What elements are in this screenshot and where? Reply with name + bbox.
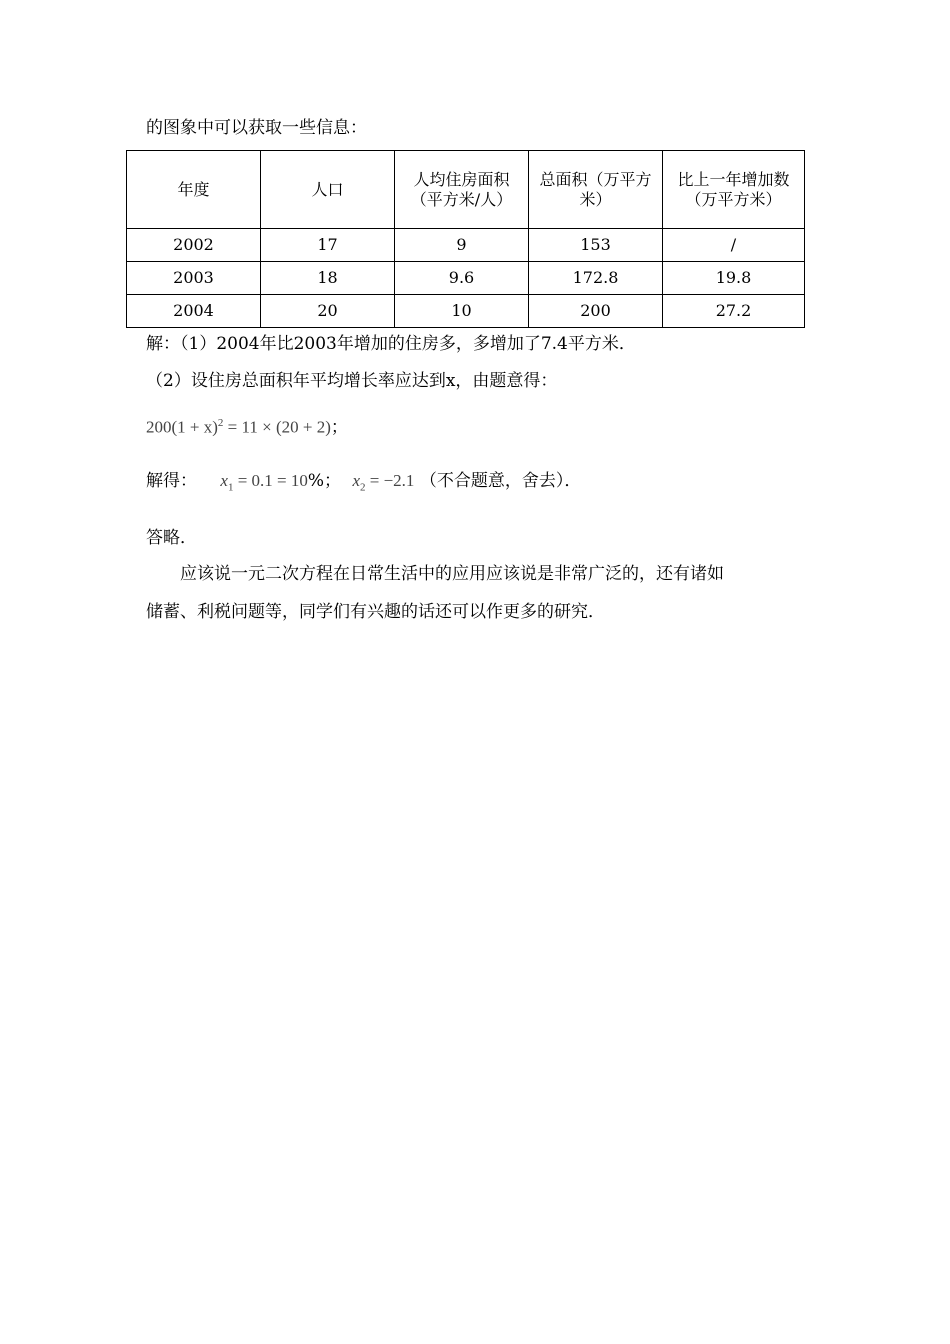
conclusion-line-1: 应该说一元二次方程在日常生活中的应用应该说是非常广泛的，还有诸如 xyxy=(180,564,724,584)
header-year: 年度 xyxy=(127,151,261,229)
root-x1-var: x xyxy=(220,471,228,490)
header-population: 人口 xyxy=(261,151,395,229)
header-total-area: 总面积（万平方米） xyxy=(529,151,663,229)
equation-exponent: 2 xyxy=(217,417,224,429)
solution-part2: （2）设住房总面积年平均增长率应达到x，由题意得： xyxy=(146,371,558,391)
table-cell: 18 xyxy=(261,262,395,295)
roots-label: 解得： xyxy=(146,471,197,491)
table-cell: 9 xyxy=(395,229,529,262)
table-cell: / xyxy=(663,229,805,262)
root-x2-value: = −2.1 xyxy=(365,471,415,490)
equation-suffix: ； xyxy=(330,417,348,438)
table-cell: 153 xyxy=(529,229,663,262)
roots-line xyxy=(146,472,581,493)
table-cell: 2002 xyxy=(127,229,261,262)
root-x2 xyxy=(352,471,415,494)
table-cell: 19.8 xyxy=(663,262,805,295)
table-cell: 172.8 xyxy=(529,262,663,295)
table-row xyxy=(127,295,805,328)
root-x2-sub: 2 xyxy=(360,481,366,494)
equation-rhs: = 11 × (20 + 2) xyxy=(223,417,331,437)
root-x1-sub: 1 xyxy=(227,481,234,494)
root-x1-value: = 0.1 = 10 xyxy=(233,471,308,490)
equation-lhs: 200(1 + x) xyxy=(146,417,218,437)
table-cell: 2003 xyxy=(127,262,261,295)
table-header-row xyxy=(127,151,805,229)
root-x1-suffix: %； xyxy=(307,471,342,491)
table-cell: 2004 xyxy=(127,295,261,328)
table-cell: 200 xyxy=(529,295,663,328)
table-cell: 27.2 xyxy=(663,295,805,328)
table-cell: 17 xyxy=(261,229,395,262)
housing-table xyxy=(126,150,805,328)
equation xyxy=(146,418,348,437)
table-cell: 9.6 xyxy=(395,262,529,295)
table-row xyxy=(127,262,805,295)
intro-text: 的图象中可以获取一些信息： xyxy=(146,118,367,138)
root-x1 xyxy=(220,471,308,494)
table-cell: 20 xyxy=(261,295,395,328)
header-increase: 比上一年增加数（万平方米） xyxy=(663,151,805,229)
root-x2-var: x xyxy=(352,471,360,490)
table-row xyxy=(127,229,805,262)
roots-note: （不合题意，舍去）． xyxy=(419,471,582,491)
header-area-per-capita: 人均住房面积（平方米/人） xyxy=(395,151,529,229)
solution-part1: 解：（1）2004年比2003年增加的住房多，多增加了7.4平方米． xyxy=(146,334,636,354)
answer-text: 答略． xyxy=(146,528,197,548)
table-cell: 10 xyxy=(395,295,529,328)
conclusion-line-2: 储蓄、利税问题等，同学们有兴趣的话还可以作更多的研究． xyxy=(146,602,605,622)
